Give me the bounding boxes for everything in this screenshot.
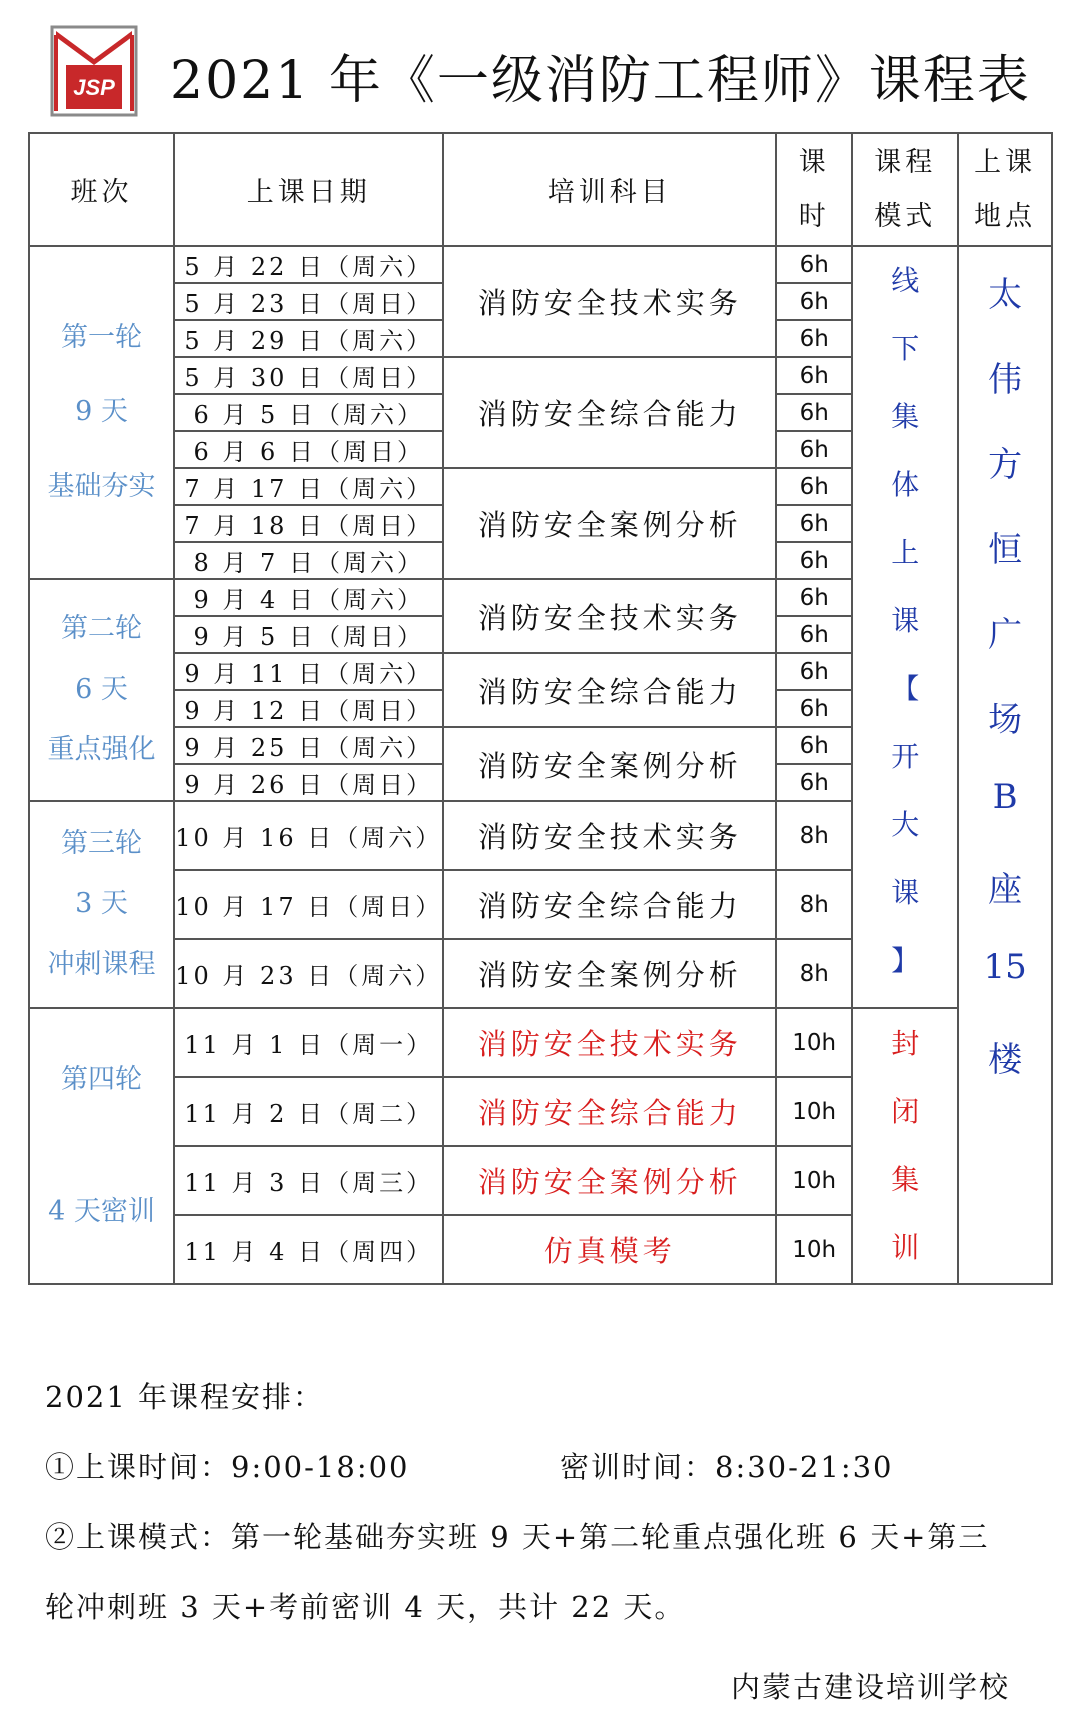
mode-offline-char: 上 <box>891 536 920 569</box>
date-cell: 11 月 2 日（周二） <box>174 1077 443 1146</box>
hours-cell: 6h <box>776 579 852 616</box>
round-label: 6 天 <box>75 673 128 705</box>
subject-cell: 消防安全综合能力 <box>443 653 776 727</box>
date-cell: 8 月 7 日（周六） <box>174 542 443 579</box>
header-hours-line2: 时 <box>798 200 830 232</box>
header-hours-line1: 课 <box>798 146 830 178</box>
date-cell: 6 月 5 日（周六） <box>174 394 443 431</box>
hours-cell: 6h <box>776 320 852 357</box>
header-mode-line2: 模式 <box>874 200 937 232</box>
subject-cell: 消防安全案例分析 <box>443 727 776 801</box>
intensive-time: 密训时间：8:30-21:30 <box>560 1450 894 1484</box>
round-cell <box>29 1008 174 1284</box>
hours-cell: 6h <box>776 505 852 542</box>
subject-cell: 消防安全技术实务 <box>443 246 776 357</box>
mode-offline-char: 开 <box>891 740 920 773</box>
mode-closed-char: 封 <box>891 1027 920 1060</box>
header-location-line2: 地点 <box>974 200 1037 232</box>
location-char: 座 <box>988 870 1023 910</box>
table-row <box>29 246 1052 283</box>
hours-cell: 8h <box>776 939 852 1008</box>
subject-cell: 消防安全案例分析 <box>443 939 776 1008</box>
location-char: 方 <box>988 445 1023 485</box>
subject-cell: 消防安全综合能力 <box>443 357 776 468</box>
mode-offline-char: 体 <box>891 468 920 501</box>
location-char: 楼 <box>988 1040 1023 1080</box>
hours-cell: 6h <box>776 357 852 394</box>
round-label: 4 天密训 <box>48 1196 155 1227</box>
hours-cell: 6h <box>776 246 852 283</box>
mode-offline-char: 线 <box>891 264 920 297</box>
date-cell: 7 月 18 日（周日） <box>174 505 443 542</box>
notes-heading: 2021 年课程安排： <box>45 1380 325 1414</box>
subject-cell: 消防安全案例分析 <box>443 468 776 579</box>
subject-cell: 消防安全综合能力 <box>443 1077 776 1146</box>
hours-cell: 6h <box>776 616 852 653</box>
logo-text: JSP <box>73 75 115 100</box>
subject-cell: 消防安全技术实务 <box>443 579 776 653</box>
jsp-logo-icon <box>50 25 138 117</box>
round-label: 第四轮 <box>61 1063 143 1095</box>
round-label: 重点强化 <box>47 734 156 766</box>
location-char: 场 <box>988 700 1023 740</box>
hours-cell: 6h <box>776 764 852 801</box>
date-cell: 6 月 6 日（周日） <box>174 431 443 468</box>
hours-cell: 8h <box>776 801 852 870</box>
hours-cell: 6h <box>776 690 852 727</box>
table-header-row <box>29 133 1052 246</box>
date-cell: 11 月 3 日（周三） <box>174 1146 443 1215</box>
hours-cell: 8h <box>776 870 852 939</box>
hours-cell: 10h <box>776 1077 852 1146</box>
hours-cell: 10h <box>776 1146 852 1215</box>
date-cell: 5 月 22 日（周六） <box>174 246 443 283</box>
hours-cell: 6h <box>776 468 852 505</box>
subject-cell: 消防安全技术实务 <box>443 801 776 870</box>
subject-cell: 仿真模考 <box>443 1215 776 1284</box>
mode-description-line2: 轮冲刺班 3 天+考前密训 4 天，共计 22 天。 <box>45 1590 686 1624</box>
header-location-line1: 上课 <box>974 146 1037 178</box>
round-label: 冲刺课程 <box>47 948 156 980</box>
round-label: 9 天 <box>75 396 128 428</box>
round-cell <box>29 246 174 579</box>
mode-offline-char: 集 <box>891 400 920 433</box>
mode-offline-char: 课 <box>891 876 920 909</box>
mode-closed-cell <box>852 1008 958 1284</box>
header <box>0 0 1080 130</box>
round-label: 基础夯实 <box>47 470 156 502</box>
mode-offline-char: 【 <box>891 672 920 705</box>
date-cell: 11 月 4 日（周四） <box>174 1215 443 1284</box>
hours-cell: 6h <box>776 394 852 431</box>
header-mode-line1: 课程 <box>874 146 937 178</box>
header-subject: 培训科目 <box>443 133 776 246</box>
date-cell: 5 月 23 日（周日） <box>174 283 443 320</box>
date-cell: 10 月 17 日（周日） <box>174 870 443 939</box>
header-location <box>958 133 1052 246</box>
page-title: 2021 年《一级消防工程师》课程表 <box>170 51 1031 111</box>
header-hours <box>776 133 852 246</box>
table-row <box>29 1008 1052 1077</box>
hours-cell: 10h <box>776 1215 852 1284</box>
header-mode <box>852 133 958 246</box>
subject-cell: 消防安全技术实务 <box>443 1008 776 1077</box>
round-label: 3 天 <box>75 888 128 920</box>
subject-cell: 消防安全综合能力 <box>443 870 776 939</box>
hours-cell: 6h <box>776 431 852 468</box>
school-name: 内蒙古建设培训学校 <box>730 1670 1010 1704</box>
hours-cell: 6h <box>776 542 852 579</box>
hours-cell: 10h <box>776 1008 852 1077</box>
date-cell: 9 月 12 日（周日） <box>174 690 443 727</box>
mode-offline-char: 大 <box>891 808 920 841</box>
location-char: 15 <box>983 947 1027 987</box>
location-cell <box>958 246 1052 1284</box>
header-round: 班次 <box>29 133 174 246</box>
mode-closed-char: 集 <box>891 1163 920 1196</box>
hours-cell: 6h <box>776 653 852 690</box>
location-char: 广 <box>988 615 1023 655</box>
date-cell: 9 月 26 日（周日） <box>174 764 443 801</box>
subject-cell: 消防安全案例分析 <box>443 1146 776 1215</box>
date-cell: 9 月 11 日（周六） <box>174 653 443 690</box>
date-cell: 10 月 16 日（周六） <box>174 801 443 870</box>
round-label: 第三轮 <box>61 827 143 859</box>
class-time: ①上课时间：9:00-18:00 <box>45 1450 410 1484</box>
mode-closed-char: 闭 <box>891 1095 920 1128</box>
mode-description-line1: ②上课模式：第一轮基础夯实班 9 天+第二轮重点强化班 6 天+第三 <box>45 1520 990 1554</box>
header-date: 上课日期 <box>174 133 443 246</box>
mode-offline-cell <box>852 246 958 1008</box>
location-char: 伟 <box>988 360 1023 400</box>
date-cell: 7 月 17 日（周六） <box>174 468 443 505</box>
mode-offline-char: 下 <box>891 332 920 365</box>
location-char: B <box>992 777 1018 817</box>
mode-offline-char: 课 <box>891 604 920 637</box>
date-cell: 5 月 30 日（周日） <box>174 357 443 394</box>
mode-closed-char: 训 <box>891 1231 920 1264</box>
location-char: 太 <box>988 275 1023 315</box>
hours-cell: 6h <box>776 283 852 320</box>
date-cell: 9 月 5 日（周日） <box>174 616 443 653</box>
round-label: 第一轮 <box>61 321 143 353</box>
date-cell: 11 月 1 日（周一） <box>174 1008 443 1077</box>
date-cell: 9 月 25 日（周六） <box>174 727 443 764</box>
location-char: 恒 <box>988 530 1023 570</box>
schedule-table <box>28 132 1053 1285</box>
round-label: 第二轮 <box>61 613 143 645</box>
round-cell <box>29 579 174 801</box>
mode-offline-char: 】 <box>891 944 920 977</box>
date-cell: 10 月 23 日（周六） <box>174 939 443 1008</box>
date-cell: 9 月 4 日（周六） <box>174 579 443 616</box>
round-cell <box>29 801 174 1008</box>
date-cell: 5 月 29 日（周六） <box>174 320 443 357</box>
hours-cell: 6h <box>776 727 852 764</box>
